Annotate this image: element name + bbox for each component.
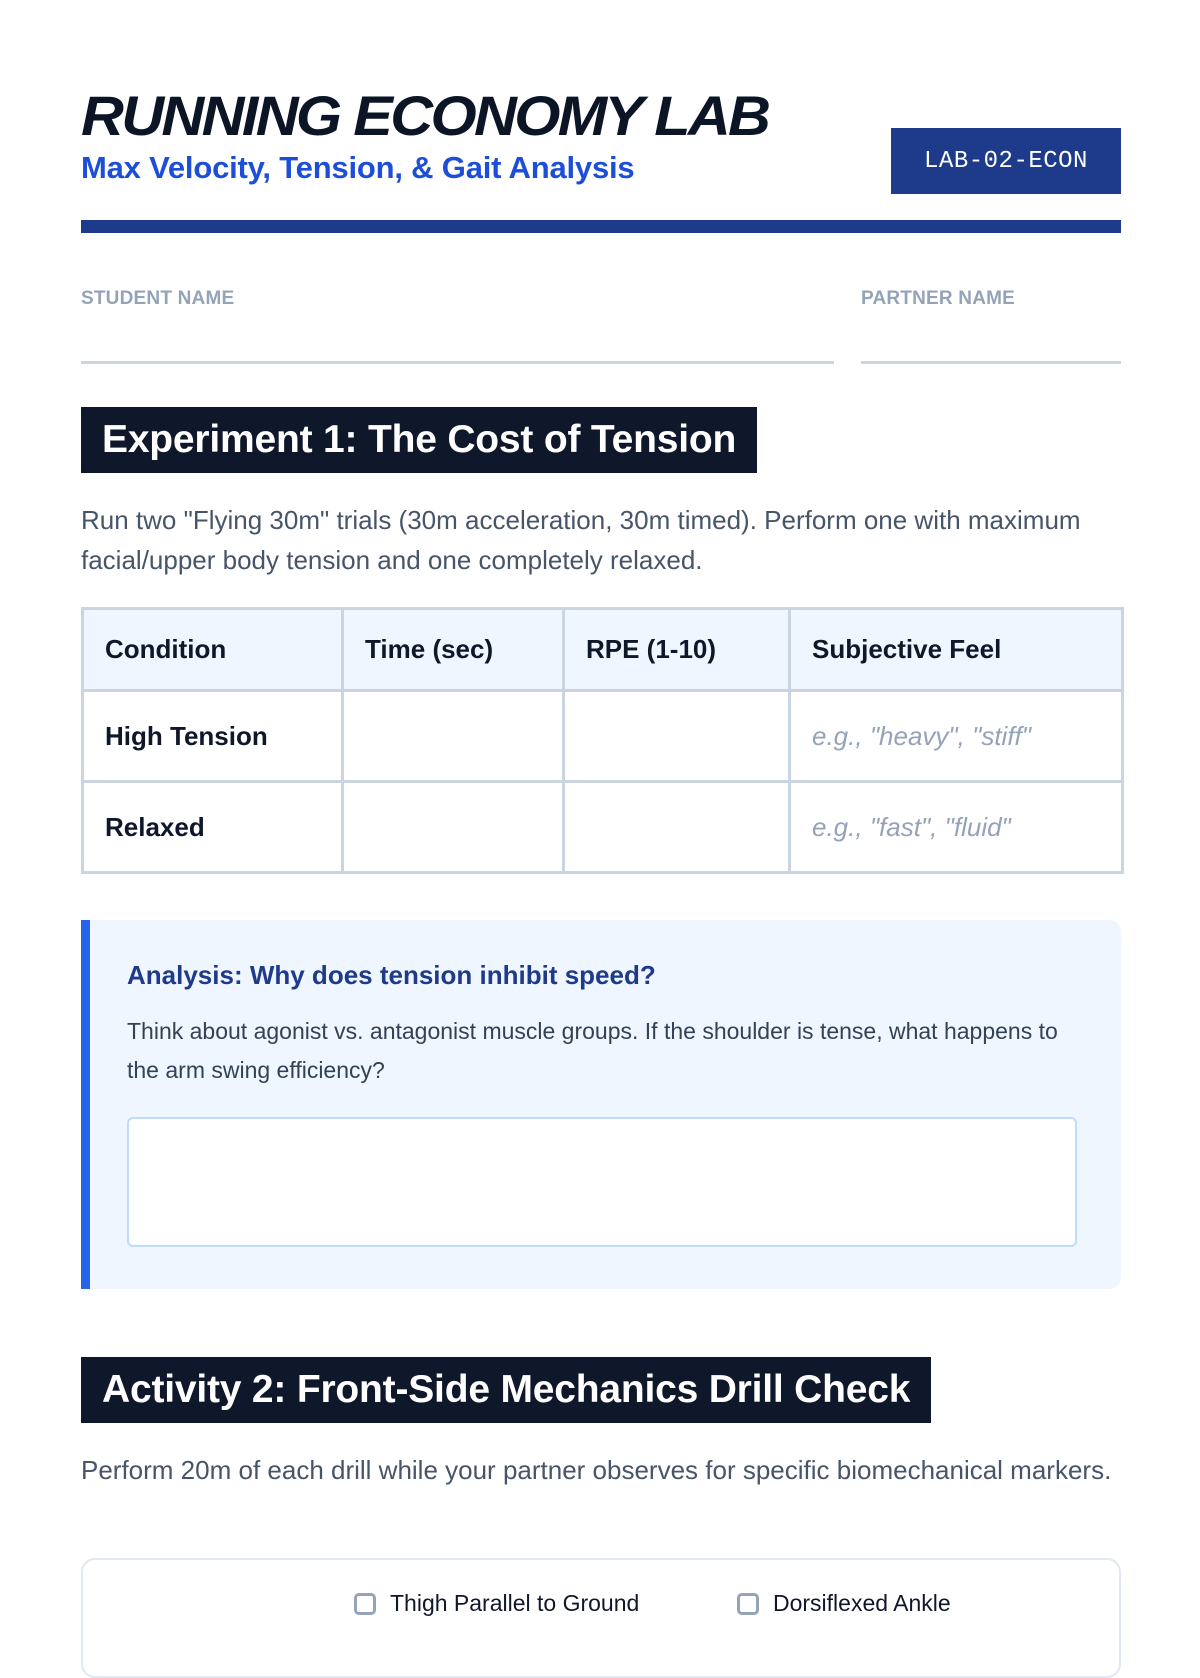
feel-input-cell[interactable]: e.g., "fast", "fluid" <box>790 782 1123 873</box>
column-header-time: Time (sec) <box>343 609 564 691</box>
analysis-answer-box[interactable] <box>127 1117 1077 1247</box>
checklist-item-thigh[interactable] <box>354 1590 639 1617</box>
time-input-cell[interactable] <box>343 691 564 782</box>
analysis-prompt: Think about agonist vs. antagonist muscle groups. If the shoulder is tense, what happens to the arm swing efficiency? <box>127 1018 1058 1083</box>
drill-checklist-card <box>81 1558 1121 1678</box>
lab-code-badge: LAB-02-ECON <box>891 128 1121 194</box>
checklist-item-ankle[interactable] <box>737 1590 951 1617</box>
table-row <box>83 691 1123 782</box>
time-input-cell[interactable] <box>343 782 564 873</box>
header-divider <box>81 220 1121 233</box>
column-header-condition: Condition <box>83 609 343 691</box>
student-name-line <box>81 361 834 364</box>
student-name-field[interactable] <box>81 288 834 368</box>
checklist-item-label: Dorsiflexed Ankle <box>773 1590 951 1616</box>
callout-accent-bar <box>81 920 90 1289</box>
name-fields-row <box>81 288 1121 368</box>
student-name-label: STUDENT NAME <box>81 288 235 309</box>
partner-name-field[interactable] <box>861 288 1121 368</box>
analysis-callout <box>81 920 1121 1289</box>
feel-input-cell[interactable]: e.g., "heavy", "stiff" <box>790 691 1123 782</box>
activity-2-instructions: Perform 20m of each drill while your partner observes for specific biomechanical markers. <box>81 1455 1112 1485</box>
activity-2-heading: Activity 2: Front-Side Mechanics Drill Check <box>81 1357 931 1423</box>
experiment-1-heading: Experiment 1: The Cost of Tension <box>81 407 757 473</box>
checklist-item-label: Thigh Parallel to Ground <box>390 1590 640 1616</box>
table-row <box>83 782 1123 873</box>
condition-cell: Relaxed <box>83 782 343 873</box>
checkbox[interactable] <box>737 1593 759 1615</box>
condition-cell: High Tension <box>83 691 343 782</box>
partner-name-label: PARTNER NAME <box>861 288 1016 309</box>
checkbox[interactable] <box>354 1593 376 1615</box>
rpe-input-cell[interactable] <box>564 691 790 782</box>
page-subtitle: Max Velocity, Tension, & Gait Analysis <box>81 150 635 185</box>
column-header-rpe: RPE (1-10) <box>564 609 790 691</box>
column-header-feel: Subjective Feel <box>790 609 1123 691</box>
worksheet-header <box>81 84 1121 234</box>
partner-name-line <box>861 361 1121 364</box>
table-header-row <box>83 609 1123 691</box>
page-title: RUNNING ECONOMY LAB <box>81 84 769 147</box>
analysis-question: Analysis: Why does tension inhibit speed? <box>127 960 656 990</box>
rpe-input-cell[interactable] <box>564 782 790 873</box>
experiment-1-instructions: Run two "Flying 30m" trials (30m acceleration, 30m timed). Perform one with maximum facial/upper body tension and one completely relaxed. <box>81 505 1081 575</box>
tension-trials-table <box>81 607 1124 874</box>
